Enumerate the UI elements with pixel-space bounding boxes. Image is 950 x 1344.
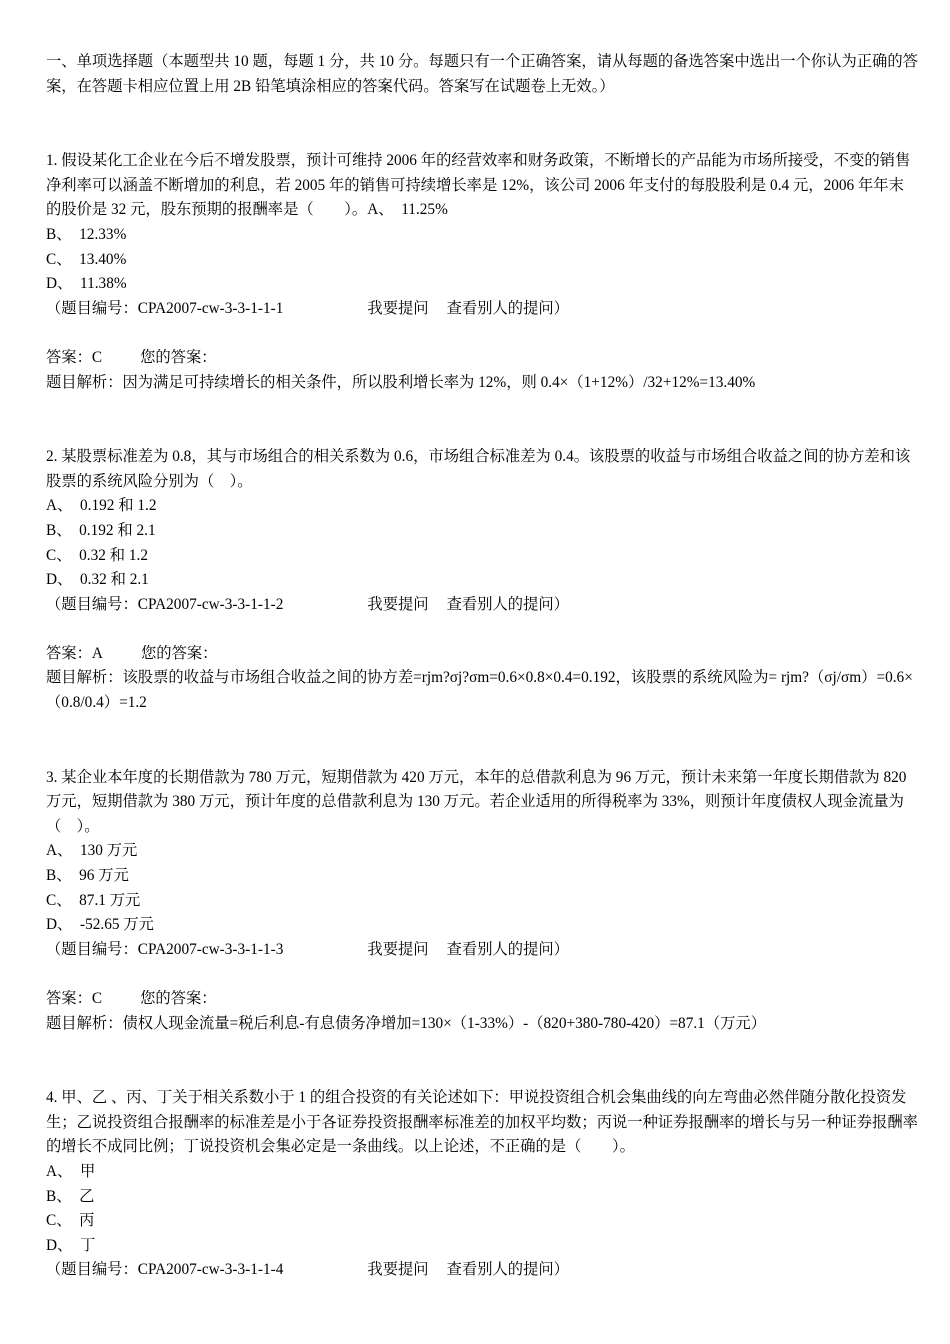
question-id-label: （题目编号： (46, 1261, 138, 1279)
analysis-label: 题目解析： (46, 1014, 123, 1032)
question-2 (46, 445, 918, 716)
question-meta (46, 1258, 918, 1283)
answer-label: 答案： (46, 644, 92, 662)
ask-question-link[interactable]: 我要提问 (367, 940, 429, 958)
option-d: D、 0.32 和 2.1 (46, 571, 149, 589)
question-id: CPA2007-cw-3-3-1-1-2 (137, 595, 284, 613)
view-questions-link[interactable]: 查看别人的提问） (446, 299, 569, 317)
option-c: C、 87.1 万元 (46, 891, 141, 909)
option-b: B、 96 万元 (46, 867, 129, 885)
view-questions-link[interactable]: 查看别人的提问） (446, 595, 569, 613)
option-c: C、 0.32 和 1.2 (46, 546, 148, 564)
question-3 (46, 766, 918, 1037)
ask-question-link[interactable]: 我要提问 (367, 299, 429, 317)
question-stem: 3. 某企业本年度的长期借款为 780 万元，短期借款为 420 万元，本年的总借款利息为 96 万元，预计未来第一年度长期借款为 820 万元，短期借款为 380 万元，预计年度的总借款利息为 130 万元。若企业适用的所得税率为 33%，则预计年度债权人现金流量为（ ）。 (46, 768, 907, 835)
view-questions-link[interactable]: 查看别人的提问） (446, 1261, 569, 1279)
answer-line (46, 346, 918, 371)
exam-page (46, 50, 918, 1333)
question-id-label: （题目编号： (46, 940, 138, 958)
question-id-label: （题目编号： (46, 299, 138, 317)
analysis (46, 666, 918, 715)
ask-question-link[interactable]: 我要提问 (367, 1261, 429, 1279)
analysis-text: 债权人现金流量=税后利息-有息债务净增加=130×（1-33%）-（820+380-780-420）=87.1（万元） (122, 1014, 767, 1032)
option-a: A、 130 万元 (46, 842, 138, 860)
analysis (46, 371, 918, 396)
option-a: A、 甲 (46, 1162, 96, 1180)
answer-label: 答案： (46, 348, 92, 366)
option-c: C、 13.40% (46, 250, 127, 268)
question-meta (46, 593, 918, 618)
analysis-text: 该股票的收益与市场组合收益之间的协方差=rjm?σj?σm=0.6×0.8×0.4=0.192，该股票的系统风险为= rjm?（σj/σm）=0.6×（0.8/0.4）=1.2 (46, 669, 913, 712)
option-d: D、 丁 (46, 1236, 96, 1254)
question-stem: 1. 假设某化工企业在今后不增发股票，预计可维持 2006 年的经营效率和财务政策，不断增长的产品能为市场所接受，不变的销售净利率可以涵盖不断增加的利息，若 2005 年的销售可持续增长率是 12%，该公司 2006 年支付的每股股利是 0.4 元，2006 年年末的股价是 32 元，股东预期的报酬率是（ ）。A、 11.25% (46, 152, 911, 219)
ask-question-link[interactable]: 我要提问 (367, 595, 429, 613)
view-questions-link[interactable]: 查看别人的提问） (446, 940, 569, 958)
section-intro: 一、单项选择题（本题型共 10 题，每题 1 分，共 10 分。每题只有一个正确答案，请从每题的备选答案中选出一个你认为正确的答案，在答题卡相应位置上用 2B 铅笔填涂相应的答案代码。答案写在试题卷上无效。） (46, 53, 918, 95)
question-stem: 2. 某股票标准差为 0.8，其与市场组合的相关系数为 0.6，市场组合标准差为 0.4。该股票的收益与市场组合收益之间的协方差和该股票的系统风险分别为（ ）。 (46, 448, 911, 490)
option-b: B、 乙 (46, 1187, 95, 1205)
option-c: C、 丙 (46, 1212, 95, 1230)
question-id-label: （题目编号： (46, 595, 138, 613)
option-d: D、 11.38% (46, 275, 127, 293)
option-b: B、 0.192 和 2.1 (46, 521, 156, 539)
analysis-label: 题目解析： (46, 373, 123, 391)
your-answer-label: 您的答案： (140, 990, 217, 1007)
option-a: A、 0.192 和 1.2 (46, 497, 157, 515)
option-b: B、 12.33% (46, 225, 127, 243)
question-id: CPA2007-cw-3-3-1-1-3 (137, 940, 284, 958)
question-id: CPA2007-cw-3-3-1-1-4 (137, 1261, 284, 1279)
question-stem: 4. 甲、乙 、丙、丁关于相关系数小于 1 的组合投资的有关论述如下：甲说投资组合机会集曲线的向左弯曲必然伴随分散化投资发生；乙说投资组合报酬率的标准差是小于各证券投资报酬率标准差的加权平均数；丙说一种证券报酬率的增长与另一种证券报酬率的增长不成同比例；丁说投资机会集必定是一条曲线。以上论述，不正确的是（ ）。 (46, 1089, 918, 1156)
correct-answer: C (91, 348, 103, 366)
question-id: CPA2007-cw-3-3-1-1-1 (137, 299, 284, 317)
correct-answer: A (91, 644, 103, 662)
answer-line (46, 642, 918, 667)
question-4 (46, 1086, 918, 1283)
answer-line (46, 987, 918, 1012)
answer-label: 答案： (46, 990, 92, 1007)
correct-answer: C (91, 990, 103, 1007)
analysis-label: 题目解析： (46, 669, 123, 687)
question-meta (46, 938, 918, 963)
your-answer-label: 您的答案： (140, 348, 217, 366)
analysis (46, 1012, 918, 1037)
question-meta (46, 297, 918, 322)
analysis-text: 因为满足可持续增长的相关条件，所以股利增长率为 12%，则 0.4×（1+12%）/32+12%=13.40% (122, 373, 756, 391)
your-answer-label: 您的答案： (140, 644, 218, 662)
question-1 (46, 149, 918, 395)
option-d: D、 -52.65 万元 (46, 916, 154, 934)
